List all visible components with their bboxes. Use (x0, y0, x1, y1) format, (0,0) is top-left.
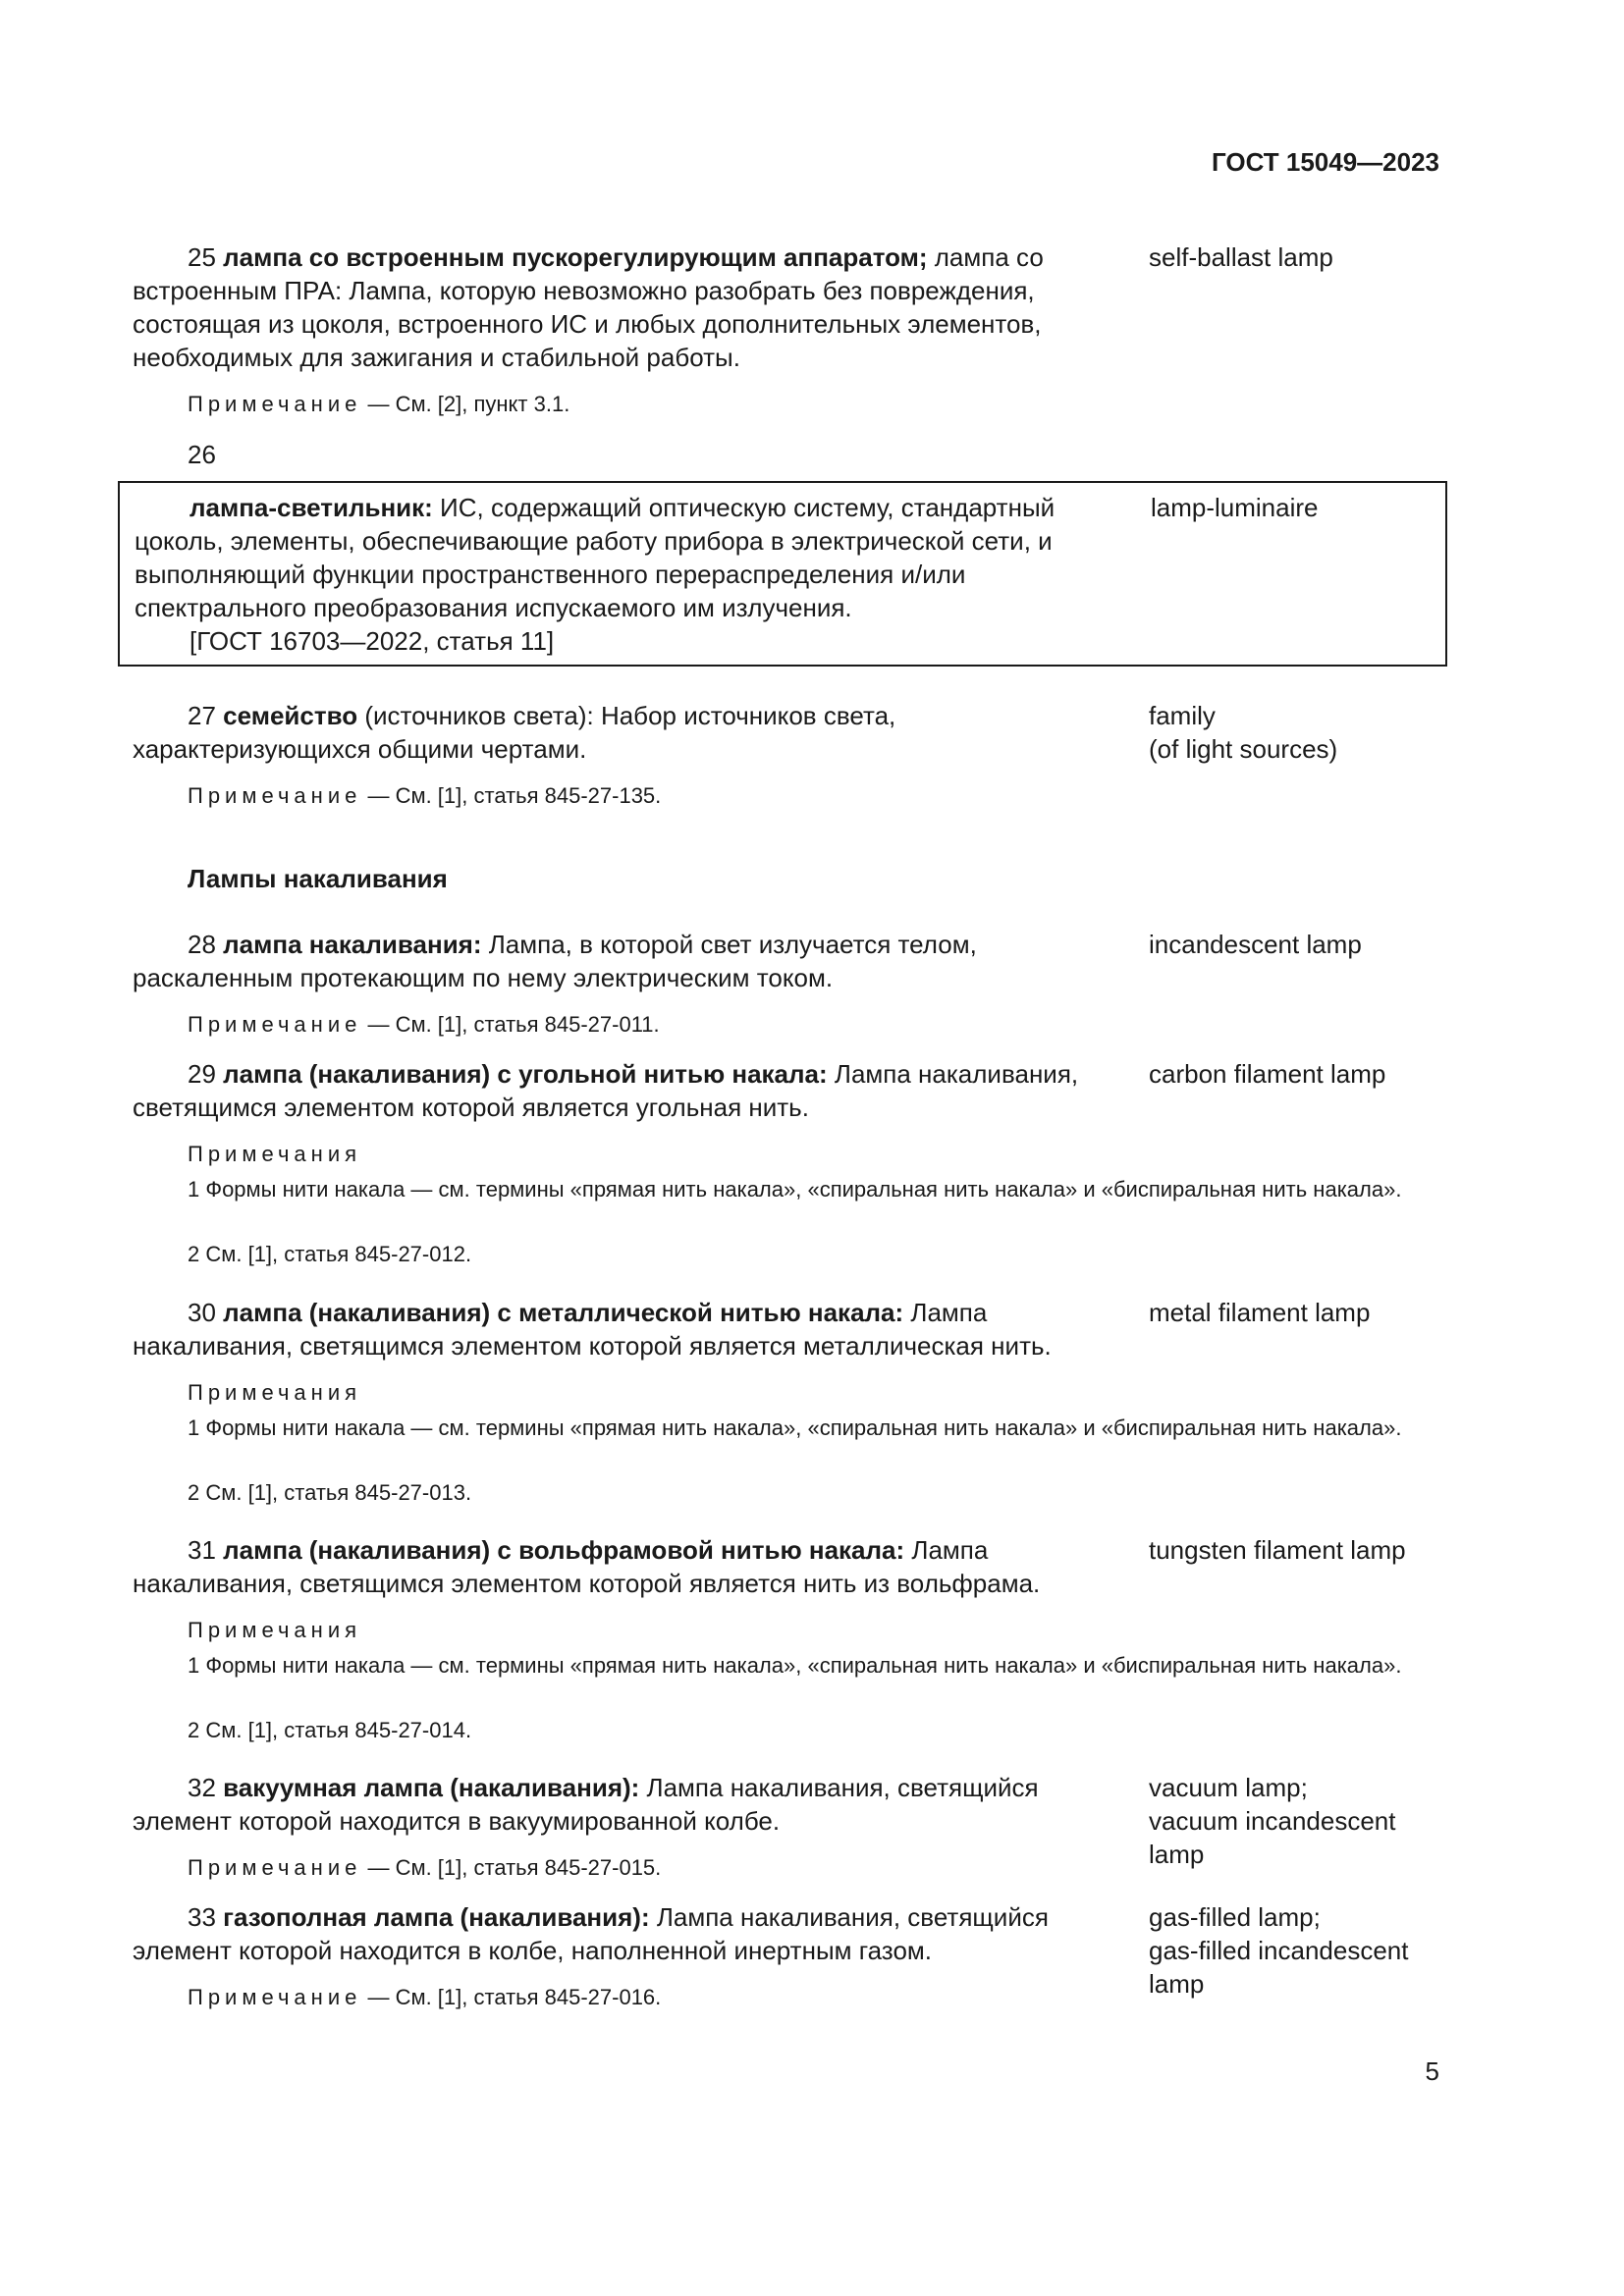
term-definition (133, 1533, 1124, 1600)
term-number: 32 (188, 1773, 216, 1802)
term-number: 30 (188, 1298, 216, 1327)
note-item: 1 Формы нити накала — см. термины «прямая нить накала», «спиральная нить накала» и «биспиральная нить накала». (188, 1415, 1402, 1440)
note-text: — См. [1], статья 845-27-016. (361, 1985, 662, 2009)
term-definition (133, 1771, 1124, 1838)
term-definition (133, 1296, 1124, 1362)
english-equivalent: incandescent lamp (1149, 930, 1362, 959)
definition-text: Лампа накаливания, светящийся элемент которой находится в колбе, наполненной инертным газом. (133, 1902, 1049, 1965)
section-title: Лампы накаливания (188, 864, 448, 893)
notes-label: Примечания (188, 1380, 362, 1405)
note-label: Примечание (188, 1012, 362, 1037)
term-definition (133, 1900, 1124, 1967)
term-number: 26 (188, 440, 216, 469)
note-text: — См. [1], статья 845-27-011. (361, 1012, 660, 1037)
definition-text: Лампа, в которой свет излучается телом, раскаленным протекающим по нему электрическим током. (133, 930, 977, 992)
term-definition (133, 240, 1124, 374)
term-number: 29 (188, 1059, 216, 1089)
term-number: 33 (188, 1902, 216, 1932)
term-name: семейство (223, 701, 358, 730)
term-name: лампа накаливания: (223, 930, 482, 959)
note (188, 781, 661, 811)
english-equivalent (1149, 1900, 1443, 2001)
term-number-26 (188, 440, 1493, 470)
definition-text: ИС, содержащий оптическую систему, стандартный цоколь, элементы, обеспечивающие работу прибора в электрической сети, и выполняющий функции пространственного перераспределения и/или спектрального преобразования испускаемого им излучения. (135, 493, 1056, 622)
definition-text: Лампа накаливания, светящимся элементом которой является нить из вольфрама. (133, 1535, 1041, 1598)
notes-label: Примечания (188, 1618, 362, 1642)
term-name: вакуумная лампа (накаливания): (223, 1773, 640, 1802)
definition-text: лампа со встроенным ПРА: Лампа, которую невозможно разобрать без повреждения, состоящая из цоколя, встроенного ИС и любых дополнительных элементов, необходимых для зажигания и стабильной работы. (133, 242, 1044, 372)
english-equivalent: lamp-luminaire (1151, 493, 1319, 522)
note-item: 1 Формы нити накала — см. термины «прямая нить накала», «спиральная нить накала» и «биспиральная нить накала». (188, 1653, 1402, 1678)
english-line: gas-filled incandescent lamp (1149, 1936, 1409, 1999)
term-definition (133, 928, 1124, 994)
english-equivalent: carbon filament lamp (1149, 1059, 1386, 1089)
definition-text: Лампа накаливания, светящимся элементом которой является металлическая нить. (133, 1298, 1052, 1361)
term-number: 28 (188, 930, 216, 959)
definition-text: (источников света): Набор источников света, характеризующихся общими чертами. (133, 701, 896, 764)
notes-label: Примечания (188, 1142, 362, 1166)
note (188, 1983, 661, 2012)
term-number: 27 (188, 701, 216, 730)
english-equivalent (1149, 699, 1443, 766)
note-text: — См. [2], пункт 3.1. (361, 392, 570, 416)
note-label: Примечание (188, 1855, 362, 1880)
english-line: vacuum lamp; (1149, 1773, 1308, 1802)
note (188, 390, 569, 419)
source-reference: [ГОСТ 16703—2022, статья 11] (189, 626, 555, 656)
term-number: 25 (188, 242, 216, 272)
english-line: vacuum incandescent lamp (1149, 1806, 1396, 1869)
note-text: — См. [1], статья 845-27-135. (361, 783, 662, 808)
term-number: 31 (188, 1535, 216, 1565)
document-header: ГОСТ 15049—2023 (1212, 147, 1439, 177)
english-line: family (1149, 701, 1216, 730)
term-name: лампа (накаливания) с угольной нитью накала: (223, 1059, 828, 1089)
term-name: газополная лампа (накаливания): (223, 1902, 650, 1932)
term-name: лампа-светильник: (189, 493, 433, 522)
english-line: gas-filled lamp; (1149, 1902, 1321, 1932)
note-label: Примечание (188, 392, 362, 416)
note-item: 1 Формы нити накала — см. термины «прямая нить накала», «спиральная нить накала» и «биспиральная нить накала». (188, 1177, 1402, 1201)
english-line: (of light sources) (1149, 734, 1338, 764)
english-equivalent: metal filament lamp (1149, 1298, 1371, 1327)
note-label: Примечание (188, 783, 362, 808)
note-text: — См. [1], статья 845-27-015. (361, 1855, 662, 1880)
term-name: лампа (накаливания) с вольфрамовой нитью накала: (223, 1535, 905, 1565)
term-name: лампа (накаливания) с металлической нитью накала: (223, 1298, 904, 1327)
note-item: 2 См. [1], статья 845-27-014. (188, 1718, 472, 1742)
english-equivalent: self-ballast lamp (1149, 242, 1333, 272)
english-equivalent: tungsten filament lamp (1149, 1535, 1406, 1565)
note-label: Примечание (188, 1985, 362, 2009)
term-definition (133, 1057, 1124, 1124)
note-item: 2 См. [1], статья 845-27-012. (188, 1242, 472, 1266)
term-definition (135, 491, 1126, 624)
note (188, 1853, 661, 1883)
term-definition (133, 699, 1124, 766)
definition-text: Лампа накаливания, светящимся элементом которой является угольная нить. (133, 1059, 1079, 1122)
english-equivalent (1149, 1771, 1443, 1871)
definition-text: Лампа накаливания, светящийся элемент которой находится в вакуумированной колбе. (133, 1773, 1039, 1836)
boxed-definition (118, 481, 1447, 667)
note (188, 1010, 660, 1040)
page-number: 5 (1425, 2056, 1439, 2086)
term-name: лампа со встроенным пускорегулирующим аппаратом; (223, 242, 928, 272)
note-item: 2 См. [1], статья 845-27-013. (188, 1480, 472, 1505)
